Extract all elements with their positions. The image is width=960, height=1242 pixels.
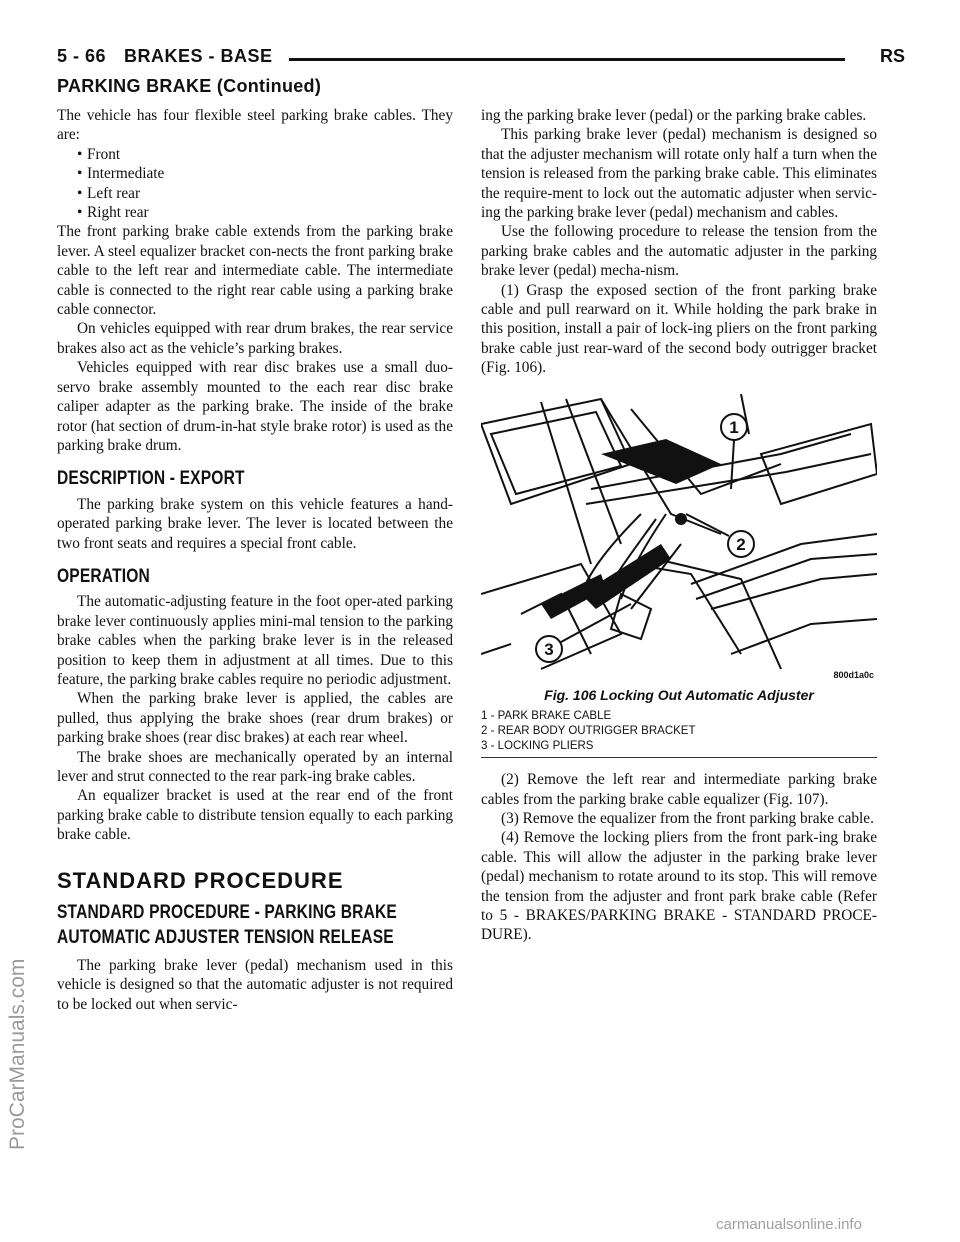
heading-description-export: DESCRIPTION - EXPORT [57,468,245,490]
callout-3: 3 [544,639,554,659]
list-item: • Front [77,145,121,163]
left-column [57,106,453,1014]
paragraph: Use the following procedure to release the tension from the parking brake cables and the automatic adjuster in the parking brake lever (pedal) mecha-nism. [481,223,877,280]
figure-code: 800d1a0c [833,669,874,680]
side-watermark: ProCarManuals.com [6,958,29,1150]
bullet-icon: • [77,165,83,183]
paragraph: ing the parking brake lever (pedal) or the parking brake cables. [481,107,867,124]
callout-1: 1 [729,417,739,437]
paragraph: When the parking brake lever is applied, the cables are pulled, thus applying the brake shoes (rear drum brakes) or parking brake shoes (rear disc brakes) at each rear wheel. [57,690,453,747]
bullet-icon: • [77,145,83,163]
paragraph: The automatic-adjusting feature in the foot oper-ated parking brake lever continuously applies mini-mal tension to the parking brake cables when the parking brake lever is in the released position to keep them in adjustment at all times. Due to this feature, the parking brake cables require no periodic adjustment. [57,593,453,688]
paragraph: (2) Remove the left rear and intermediate parking brake cables from the parking brake cable equalizer (Fig. 107). [481,771,877,808]
right-column [481,106,877,945]
paragraph: The brake shoes are mechanically operated by an internal lever and strut connected to the rear park-ing brake cables. [57,748,453,785]
figure-legend [481,709,877,754]
figure-illustration [481,394,877,684]
figure-106 [481,394,877,758]
paragraph: An equalizer bracket is used at the rear end of the front parking brake cable to distribute tension equally to each parking brake cable. [57,787,453,844]
page-header [57,40,905,80]
bullet-icon: • [77,184,83,202]
paragraph: (3) Remove the equalizer from the front parking brake cable. [501,809,874,827]
figure-rule [481,757,877,758]
cable-list [57,145,453,223]
legend-item: 1 - PARK BRAKE CABLE [481,710,612,723]
paragraph: The parking brake lever (pedal) mechanism used in this vehicle is designed so that the automatic adjuster is not required to be locked out when servic- [57,957,453,1013]
legend-item: 2 - REAR BODY OUTRIGGER BRACKET [481,725,696,738]
paragraph: This parking brake lever (pedal) mechanism is designed so that the adjuster mechanism will rotate only half a turn when the tension is released from the parking brake cable. This eliminates the require-ment to lock out the automatic adjuster when servic-ing the parking brake lever (pedal) mechanism and cables. [481,126,877,222]
heading-adjuster-tension-release: STANDARD PROCEDURE - PARKING BRAKE AUTOMATIC ADJUSTER TENSION RELEASE [57,902,397,949]
header-left [57,46,273,67]
paragraph: The front parking brake cable extends from the parking brake lever. A steel equalizer bracket con-nects the front parking brake cable to the left rear and intermediate cable. The intermediate cable is connected to the right rear cable using a parking brake cable connector. [57,223,453,319]
bullet-icon: • [77,204,83,222]
heading-standard-procedure: STANDARD PROCEDURE [57,867,344,893]
list-item: • Left rear [77,184,141,202]
list-item: • Right rear [77,204,149,222]
callout-2: 2 [736,534,746,554]
model-code: RS [879,46,905,66]
intro-paragraph: The vehicle has four flexible steel parking brake cables. They are: [57,107,453,144]
paragraph: Vehicles equipped with rear disc brakes use a small duo-servo brake assembly mounted to the each rear disc brake caliper adapter as the parking brake. The inside of the brake rotor (hat section of drum-in-hat style brake rotor) is used as the parking brake drum. [57,359,453,454]
page-number: 5 - 66 [57,46,107,66]
heading-operation: OPERATION [57,565,150,587]
paragraph: On vehicles equipped with rear drum brakes, the rear service brakes also act as the vehicle’s parking brakes. [57,320,453,357]
continued-heading: PARKING BRAKE (Continued) [57,76,322,96]
header-rule [289,58,845,61]
paragraph: (4) Remove the locking pliers from the front park-ing brake cable. This will allow the adjuster in the parking brake lever (pedal) mechanism to rotate around to its stop. This will remove the tension from the adjuster and front park brake cable (Refer to 5 - BRAKES/PARKING BRAKE - STANDARD PROCE-DURE). [481,829,877,944]
footer-watermark: carmanualsonline.info [716,1216,862,1233]
paragraph: (1) Grasp the exposed section of the front parking brake cable and pull rearward on it. While holding the park brake in this position, install a pair of lock-ing pliers on the front parking brake cable just rear-ward of the second body outrigger bracket (Fig. 106). [481,281,877,377]
list-item: • Intermediate [77,165,165,183]
figure-caption: Fig. 106 Locking Out Automatic Adjuster [544,686,814,703]
section-title: BRAKES - BASE [124,46,273,66]
paragraph: The parking brake system on this vehicle features a hand-operated parking brake lever. The lever is located between the two front seats and requires a special front cable. [57,495,453,552]
legend-item: 3 - LOCKING PLIERS [481,740,594,753]
